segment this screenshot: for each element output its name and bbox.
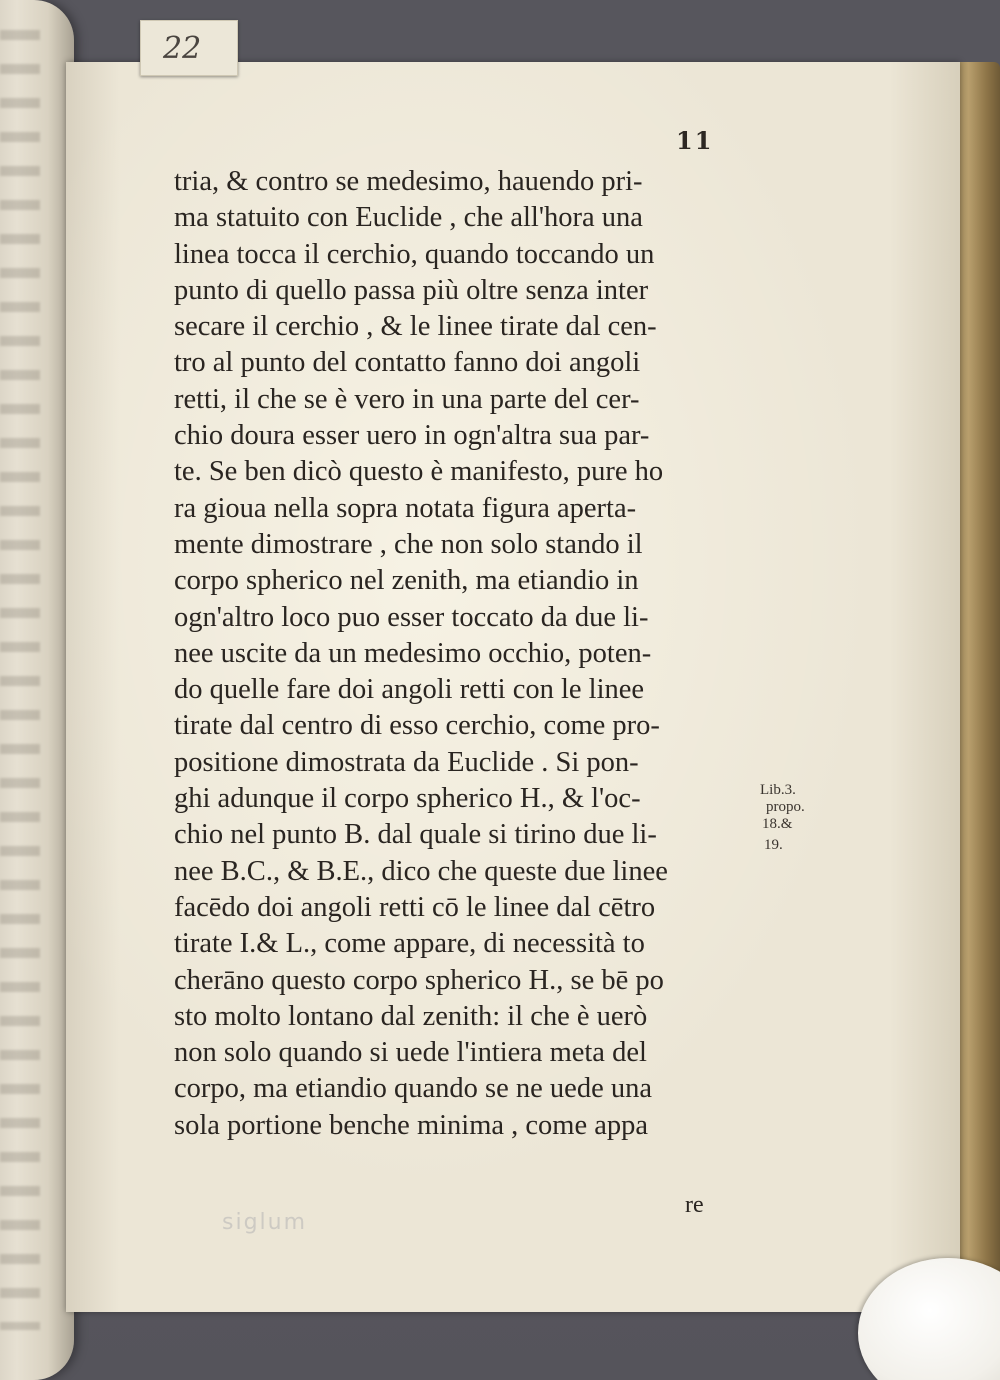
marginal-note-line: 18.&: [762, 816, 793, 832]
text-line: ogn'altro loco puo esser toccato da due li-: [174, 601, 649, 633]
body-text: [174, 164, 774, 1144]
text-line: mente dimostrare , che non solo stando il: [174, 528, 643, 560]
facing-page-left: [0, 0, 74, 1380]
text-line: tirate I.& L., come appare, di necessità to: [174, 928, 645, 960]
text-line: ra gioua nella sopra notata figura aperta-: [174, 492, 637, 524]
facing-page-text-blur: [0, 30, 40, 1330]
shelfmark-label: 22: [140, 20, 238, 76]
text-line: chio doura esser uero in ogn'altra sua par-: [174, 420, 650, 452]
text-line: retti, il che se è vero in una parte del cer-: [174, 383, 640, 415]
text-line: nee uscite da un medesimo occhio, poten-: [174, 637, 652, 669]
text-line: tirate dal centro di esso cerchio, come pro-: [174, 710, 660, 742]
text-line: punto di quello passa più oltre senza inter: [174, 274, 649, 306]
text-line: cherāno questo corpo spherico H., se bē po: [174, 964, 664, 996]
catchword: re: [685, 1192, 704, 1218]
text-line: te. Se ben dicò questo è manifesto, pure ho: [174, 456, 664, 488]
text-line: corpo, ma etiandio quando se ne uede una: [174, 1073, 653, 1105]
text-line: secare il cerchio , & le linee tirate dal cen-: [174, 311, 657, 343]
text-line: ma statuito con Euclide , che all'hora una: [174, 202, 643, 234]
text-line: ghi adunque il corpo spherico H., & l'oc-: [174, 783, 641, 815]
text-line: corpo spherico nel zenith, ma etiandio in: [174, 565, 639, 597]
text-line: nee B.C., & B.E., dico che queste due linee: [174, 855, 668, 887]
text-line: tro al punto del contatto fanno doi angoli: [174, 347, 641, 379]
text-line: do quelle fare doi angoli retti con le linee: [174, 674, 645, 706]
text-line: tria, & contro se medesimo, hauendo pri-: [174, 166, 643, 197]
page-number: 11: [676, 126, 714, 155]
marginal-note-line: 19.: [764, 837, 783, 853]
text-line: chio nel punto B. dal quale si tirino due li-: [174, 819, 657, 851]
book-cover-edge: [955, 62, 1000, 1352]
library-stamp: siglum: [222, 1210, 308, 1235]
text-line: non solo quando si uede l'intiera meta del: [174, 1037, 647, 1069]
marginal-note: [760, 782, 830, 854]
text-line: facēdo doi angoli retti cō le linee dal cētro: [174, 891, 656, 923]
marginal-note-line: Lib.3.: [760, 782, 796, 798]
text-line: positione dimostrata da Euclide . Si pon-: [174, 746, 639, 778]
text-line: sola portione benche minima , come appa: [174, 1109, 649, 1141]
text-line: sto molto lontano dal zenith: il che è uerò: [174, 1000, 648, 1032]
text-line: linea tocca il cerchio, quando toccando un: [174, 238, 655, 270]
marginal-note-line: propo.: [766, 799, 805, 815]
